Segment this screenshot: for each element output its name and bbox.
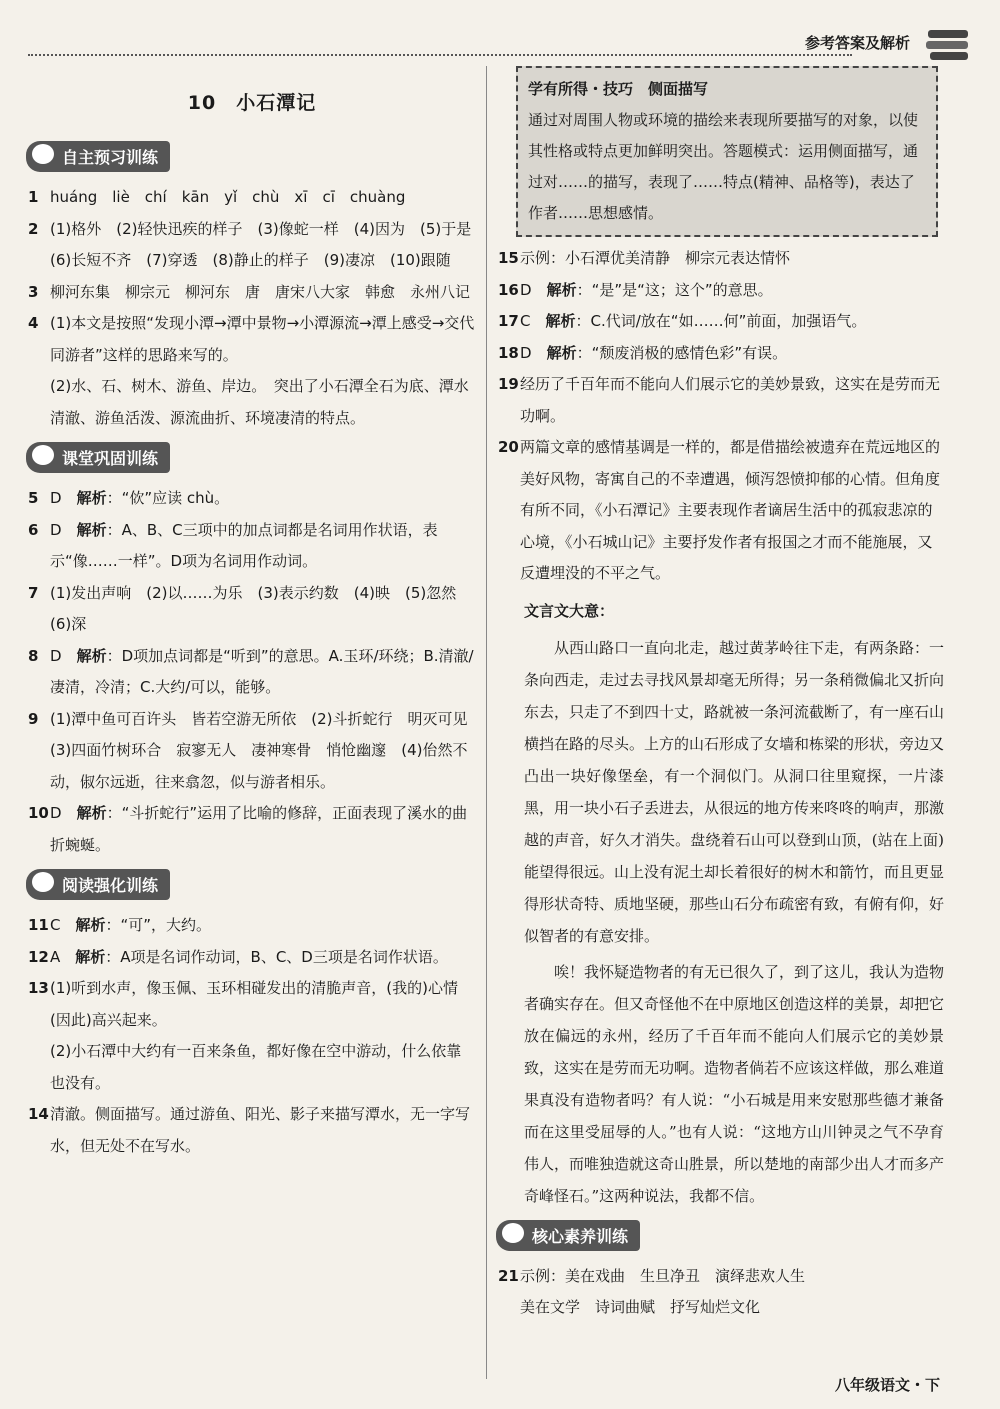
section-label: 阅读强化训练 — [62, 876, 159, 895]
header-rule — [28, 54, 852, 56]
section-header-preview — [26, 141, 170, 172]
section-header-classroom — [26, 442, 170, 473]
answer-item: 3 柳河东集 柳宗元 柳河东 唐 唐宋八大家 韩愈 永州八记 — [28, 282, 471, 301]
section-label: 核心素养训练 — [532, 1226, 629, 1246]
answer-item: 9 (1)潭中鱼可百许头 皆若空游无所依 (2)斗折蛇行 明灭可见 (3)四面竹树环合 寂寥无人 凄神寒骨 悄怆幽邃 (4)佁然不动，俶尔远逝，往来翕忽，似与游者相乐。 — [28, 709, 483, 791]
answer-item: 7 (1)发出声响 (2)以……为乐 (3)表示约数 (4)映 (5)忽然 (6)深 — [28, 583, 472, 633]
answer-item: 8 D 解析：D项加点词都是“听到”的意思。A.玉环/环绕；B.清澈/凄清，冷清；C.大约/可以，能够。 — [28, 646, 474, 696]
section-header-core — [496, 1220, 640, 1251]
answer-item: 6 D 解析：A、B、C三项中的加点词都是名词用作状语，表示“像……一样”。D项为名词用作动词。 — [28, 520, 438, 570]
answer-item: 2 (1)格外 (2)轻快迅疾的样子 (3)像蛇一样 (4)因为 (5)于是 (6)长短不齐 (7)穿透 (8)静止的样子 (9)凄凉 (10)跟随 — [28, 219, 487, 269]
translation-heading: 文言文大意： — [524, 601, 615, 620]
answer-item: (2)水、石、树木、游鱼、岸边。 突出了小石潭全石为底、潭水清澈、游鱼活泼、源流曲折、环境凄清的特点。 — [50, 377, 469, 427]
left-column — [28, 60, 487, 1162]
section-label: 课堂巩固训练 — [62, 449, 159, 468]
crown-icon — [32, 445, 54, 465]
tip-body: 通过对周围人物或环境的描绘来表现所要描写的对象，以使其性格或特点更加鲜明突出。答题模式：运用侧面描写，通过对……的描写，表现了……特点(精神、品格等)，表达了作者……思想感情。 — [528, 111, 919, 222]
crown-icon — [502, 1223, 524, 1243]
crown-icon — [32, 872, 54, 892]
answer-item: 14清澈。侧面描写。通过游鱼、阳光、影子来描写潭水，无一字写水，但无处不在写水。 — [28, 1105, 471, 1155]
page-header — [28, 20, 972, 56]
crown-icon — [32, 144, 54, 164]
translation-paragraph: 从西山路口一直向北走，越过黄茅岭往下走，有两条路：一条向西走，走过去寻找风景却毫无所得；另一条稍微偏北又折向东去，只走了不到四十丈，路就被一条河流截断了，有一座石山横挡在路的尽头。上方的山石形成了女墙和栋梁的形状，旁边又凸出一块好像堡垒，有一个洞似门。从洞口往里窥探，一片漆黑，用一块小石子丢进去，从很远的地方传来咚咚的响声，那激越的声音，好久才消失。盘绕着石山可以登到山顶，(站在上面)能望得很远。山上没有泥土却长着很好的树木和箭竹，而且更显得形状奇特、质地坚硬，那些山石分布疏密有致，有俯有仰，好似智者的有意安排。 — [524, 638, 945, 945]
answer-item: 16D 解析：“是”是“这；这个”的意思。 — [498, 280, 773, 299]
tip-title: 学有所得・技巧 侧面描写 — [528, 80, 709, 98]
answer-item: 4 (1)本文是按照“发现小潭→潭中景物→小潭源流→潭上感受→交代同游者”这样的思路来写的。 — [28, 314, 475, 364]
translation-paragraph: 唉！我怀疑造物者的有无已很久了，到了这儿，我认为造物者确实存在。但又奇怪他不在中原地区创造这样的美景，却把它放在偏远的永州，经历了千百年而不能向人们展示它的美妙景致，这实在是劳而无功啊。造物者倘若不应该这样做，那么难道果真没有造物者吗？有人说：“小石城是用来安慰那些德才兼备而在这里受屈辱的人。”也有人说：“这地方山川钟灵之气不孕育伟人，而唯独造就这奇山胜景，所以楚地的南部少出人才而多产奇峰怪石。”这两种说法，我都不信。 — [524, 962, 945, 1205]
chapter-title: 10 小石潭记 — [187, 92, 317, 114]
answer-item: 12A 解析：A项是名词作动词，B、C、D三项是名词作状语。 — [28, 947, 448, 966]
answer-item: 13(1)听到水声，像玉佩、玉环相碰发出的清脆声音，(我的)心情(因此)高兴起来。 — [28, 979, 458, 1029]
answer-item: 15示例：小石潭优美清静 柳宗元表达情怀 — [498, 249, 791, 267]
right-column — [498, 60, 944, 1324]
section-label: 自主预习训练 — [62, 148, 159, 167]
answer-item: 17C 解析：C.代词/放在“如……何”前面，加强语气。 — [498, 312, 867, 330]
answer-item: 11C 解析：“可”，大约。 — [28, 916, 212, 934]
answer-item: 10D 解析：“斗折蛇行”运用了比喻的修辞，正面表现了溪水的曲折蜿蜒。 — [28, 804, 468, 854]
answer-item: 19经历了千百年而不能向人们展示它的美妙景致，这实在是劳而无功啊。 — [498, 375, 941, 425]
column-divider — [486, 66, 487, 1379]
answer-item: 美在文学 诗词曲赋 抒写灿烂文化 — [520, 1298, 761, 1316]
answer-item: 1 huáng liè chí kān yǐ chù xī cī chuàng — [28, 188, 406, 206]
answer-item: 5 D 解析：“佽”应读 chù。 — [28, 489, 230, 507]
section-header-reading — [26, 869, 170, 900]
answer-item: 20两篇文章的感情基调是一样的，都是借描绘被遗弃在荒远地区的美好风物，寄寓自己的不幸遭遇，倾泻怨愤抑郁的心情。但角度有所不同，《小石潭记》主要表现作者谪居生活中的孤寂悲凉的心境，《小石城山记》主要抒发作者有报国之才而不能施展，又反遭埋没的不平之气。 — [498, 438, 941, 582]
answer-item: (2)小石潭中大约有一百来条鱼，都好像在空中游动，什么依靠也没有。 — [50, 1042, 462, 1092]
answer-item: 21示例：美在戏曲 生旦净丑 演绎悲欢人生 — [498, 1266, 806, 1285]
tip-box — [516, 66, 938, 237]
page-footer: 八年级语文・下 — [834, 1376, 940, 1394]
answer-item: 18D 解析：“颓废消极的感情色彩”有误。 — [498, 343, 788, 362]
header-title: 参考答案及解析 — [804, 34, 910, 52]
